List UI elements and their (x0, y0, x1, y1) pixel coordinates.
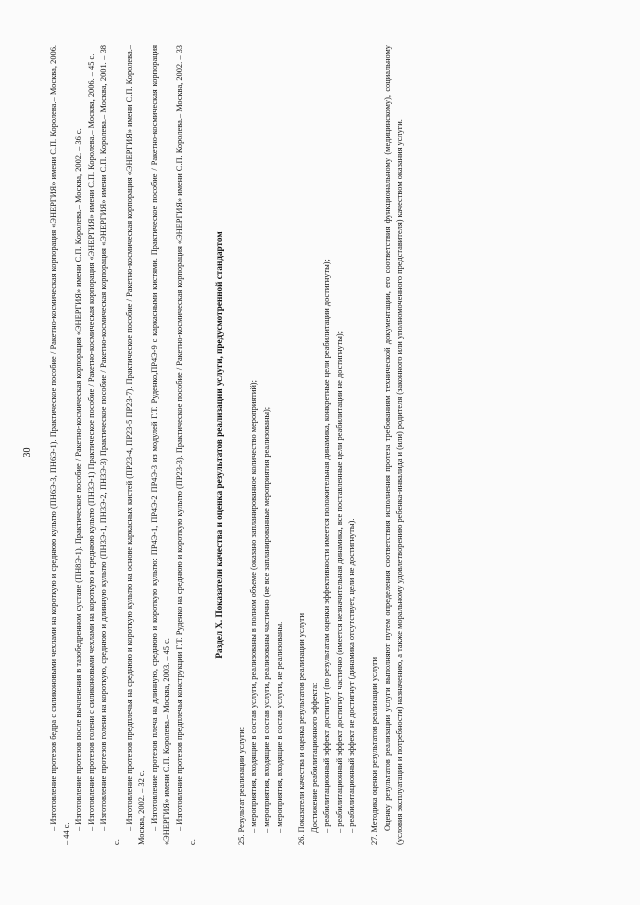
reference-item: – Изготовление протезов предплечья на среднюю и короткую культю на основе каркасных кистей (ПР23-4, ПР23-5 ПР23-7). Практическое пособие / Ракетно-космическая корпорация «ЭНЕРГИЯ» имени С.П. Королева.– Москва, 2002. – 32 с. (124, 45, 147, 845)
item-26-bullet: – реабилитационный эффект достигнут частично (имеется незначительная динамика, все поставленные цели реабилитации не достигнуты); (334, 331, 344, 833)
page-body (48, 45, 407, 845)
item-26-bullet: – реабилитационный эффект достигнут (по результатам оценки эффективности имеется положительная динамика, конкретные цели реабилитации достигнуты); (322, 259, 332, 833)
reference-item: – Изготовление протезов бедра с силиконовыми чехлами на короткую и среднюю культю (ПН6Э-3, ПН6Э-1). Практическое пособие / Ракетно-космическая корпорация «ЭНЕРГИЯ» имени С.П. Королева.– Москва, 2006. – 44 с. (49, 45, 71, 845)
reference-item: – Изготовление протезов голени с силиконовыми чехлами на короткую и среднюю культю (ПН3Э-1) Практическое пособие / Ракетно-космическая корпорация «ЭНЕРГИЯ» имени С.П. Королева.– Москва, 2006. – 45 с. (86, 53, 96, 831)
reference-item: – Изготовление протезов после вычленения в тазобедренном суставе (ПН8Э-1). Практическое пособие / Ракетно-космическая корпорация «ЭНЕРГИЯ» имени С.П. Королева.– Москва, 2002. – 36 с. (74, 128, 84, 831)
section-title: Раздел Х. Показатели качества и оценка результатов реализации услуги, предусмотренной стандартом (214, 231, 225, 659)
reference-list (48, 45, 199, 845)
item-26-title: 26. Показатели качества и оценка результатов реализации услуги (297, 613, 307, 845)
item-25-bullet: – мероприятия, входящие в состав услуги, реализованы частично (не все запланированные мероприятия реализованы); (261, 406, 271, 833)
reference-item: – Изготовление протезов голени на короткую, среднюю и длинную культю (ПН3Э-1, ПН3Э-2, ПН3Э-3) Практическое пособие / Ракетно-космическая корпорация «ЭНЕРГИЯ» имени С.П. Королева.– Москва, 2001. – 38 с. (99, 45, 121, 845)
item-27-text: Оценку результатов реализации услуги выполняют путем определения соответствия исполнения протеза требованиям технической документации, его соответствия функциональному (медицинскому), социальному (условия эксплуатации и потребности) назначению, а также моральному удовлетворению ребенка-инвалида и (или) родителя (законного или уполномоченного представителя) качеством оказания услуги. (382, 45, 405, 845)
item-25-bullet: – мероприятия, входящие в состав услуги, реализованы в полном объеме (оказано запланированное количество мероприятий); (249, 380, 259, 833)
item-25 (236, 45, 286, 845)
spacer (359, 45, 369, 845)
item-26 (296, 45, 359, 845)
page-number: 30 (22, 447, 33, 458)
item-25-title: 25. Результат реализации услуги: (236, 726, 246, 845)
item-25-bullet: – мероприятия, входящие в состав услуги, не реализованы. (274, 621, 284, 833)
item-26-subtitle: Достижение реабилитационного эффекта: (309, 682, 319, 833)
item-26-bullet: – реабилитационный эффект не достигнут (динамика отсутствует, цели не достигнуты). (347, 518, 357, 833)
item-27-title: 27. Методика оценки результатов реализации услуги (370, 656, 380, 845)
item-27 (369, 45, 407, 845)
reference-item: – Изготовление протезов предплечья конструкции Г.Т. Руденко на среднюю и короткую культю (ПР23-3). Практическое пособие / Ракетно-космическая корпорация «ЭНЕРГИЯ» имени С.П. Королева.– Москва, 2002. – 33 с. (174, 45, 197, 845)
reference-item: – Изготовление протезов плеча на длинную, среднюю и короткую культю: ПР4Э-1, ПР4Э-2 ПР4Э-3 из модулей Г.Т. Руденко,ПР4Э-9 с каркасными кистями. Практическое пособие / Ракетно-космическая корпорация «ЭНЕРГИЯ» имени С.П. Королева.– Москва, 2003. – 45 с. (149, 45, 172, 845)
spacer (286, 45, 296, 845)
